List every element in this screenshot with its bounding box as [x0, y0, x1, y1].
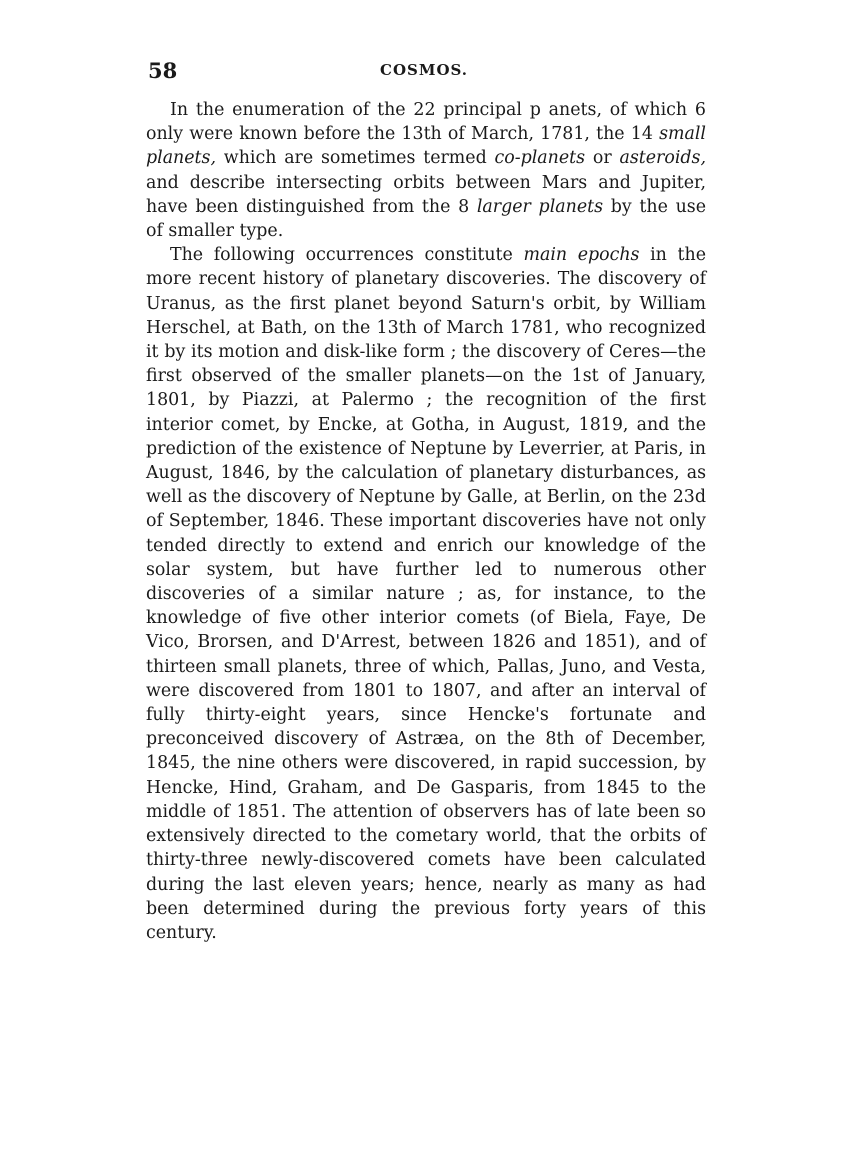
running-title: COSMOS.	[380, 61, 469, 79]
italic-term: asteroids,	[619, 148, 706, 169]
italic-term: main epochs	[523, 245, 640, 266]
italic-term: small planets,	[146, 124, 706, 169]
text-segment: which are sometimes termed	[216, 148, 495, 169]
body-text	[146, 98, 706, 945]
text-segment: by the use of smaller type.	[146, 196, 706, 242]
text-segment: In the enumeration of the 22 principal p anets, of which 6 only were known before the 13th of March, 1781, the 14	[146, 100, 706, 145]
text-segment: The following occurrences constitute	[170, 245, 524, 266]
text-segment: and describe intersecting orbits between Mars and Jupiter, have been distinguished from the 8	[146, 172, 706, 217]
paragraph-main-epochs	[146, 243, 706, 945]
italic-term: larger planets	[476, 196, 604, 217]
paragraph-planets-enumeration	[146, 98, 706, 243]
page-header	[148, 58, 706, 86]
italic-term: co-planets	[494, 148, 586, 169]
page-number: 58	[148, 58, 178, 83]
text-segment: in the more recent history of planetary discoveries. The discovery of Uranus, as the first planet beyond Saturn's orbit, by William Herschel, at Bath, on the 13th of March 1781, who recognized it by its motion and disk-like form ; the discovery of Ceres—the first observed of the smaller planets—on the 1st of January, 1801, by Piazzi, at Palermo ; the recognition of the first interior comet, by Encke, at Gotha, in August, 1819, and the prediction of the existence of Neptune by Leverrier, at Paris, in August, 1846, by the calculation of planetary disturbances, as well as the discovery of Neptune by Galle, at Berlin, on the 23d of September, 1846. These important discoveries have not only tended directly to extend and enrich our knowledge of the solar system, but have further led to numerous other discoveries of a similar nature ; as, for instance, to the knowledge of five other interior comets (of Biela, Faye, De Vico, Brorsen, and D'Arrest, between 1826 and 1851), and of thirteen small planets, three of which, Pallas, Juno, and Vesta, were discovered from 1801 to 1807, and after an interval of fully thirty-eight years, since Hencke's fortunate and preconceived discovery of Astræa, on the 8th of December, 1845, the nine others were discovered, in rapid succession, by Hencke, Hind, Graham, and De Gasparis, from 1845 to the middle of 1851. The attention of observers has of late been so extensively directed to the cometary world, that the orbits of thirty-three newly-discovered comets have been calculated during the last eleven years; hence, nearly as many as had been determined during the previous forty years of this century.	[146, 245, 706, 943]
text-segment: or	[585, 148, 620, 169]
